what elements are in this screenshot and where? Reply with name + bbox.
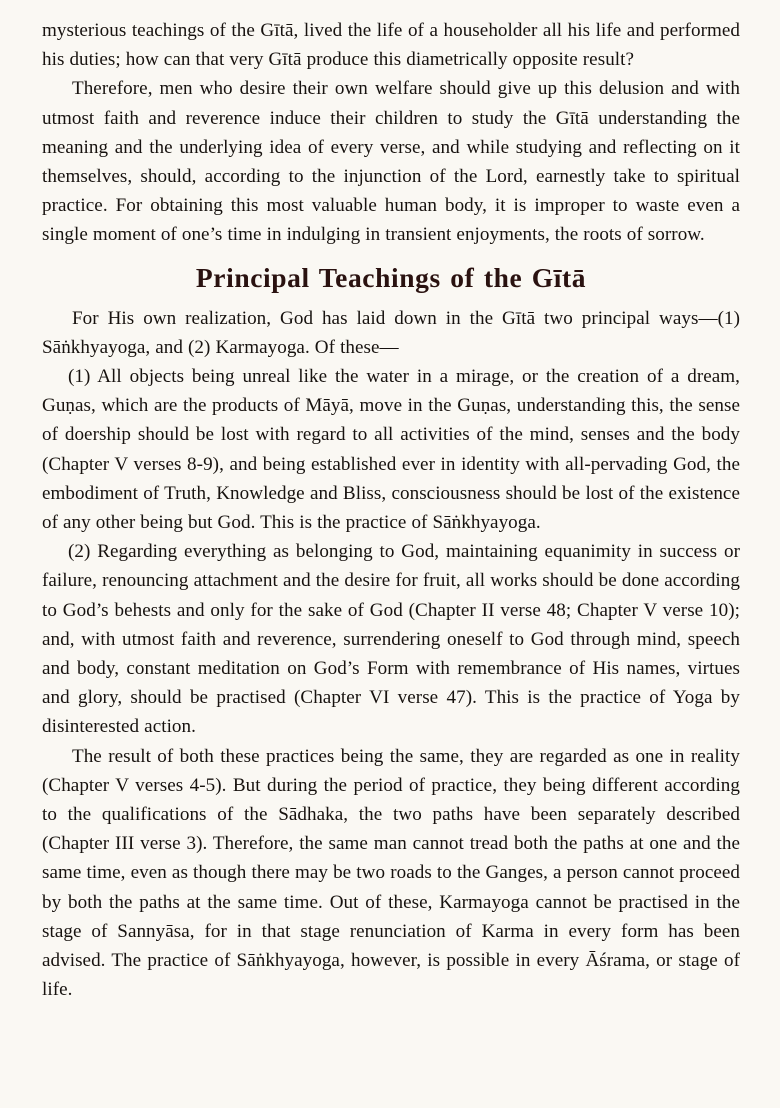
paragraph-result-of-both-practices: The result of both these practices being the same, they are regarded as one in reality (Chapter V verses 4-5). But during the period of practice, they being different according to the qualifications of the Sādhaka, the two paths have been separately described (Chapter III verse 3). Therefore, the same man cannot tread both the paths at one and the same time, even as though there may be two roads to the Ganges, a person cannot proceed by both the paths at the same time. Out of these, Karmayoga cannot be practised in the stage of Sannyāsa, for in that stage renunciation of Karma in every form has been advised. The practice of Sāṅkhyayoga, however, is possible in every Āśrama, or stage of life. xyxy=(42,745,740,1001)
section-heading-principal-teachings: Principal Teachings of the Gītā xyxy=(195,261,587,293)
paragraph-for-his-own-realization: For His own realization, God has laid down in the Gītā two principal ways—(1) Sāṅkhyayoga, and (2) Karmayoga. Of these— xyxy=(42,307,740,358)
paragraph-item-1-sankhyayoga: (1) All objects being unreal like the water in a mirage, or the creation of a dream, Guṇas, which are the products of Māyā, move in the Guṇas, understanding this, the sense of doership should be lost with regard to all activities of the mind, senses and the body (Chapter V verses 8-9), and being established ever in identity with all-pervading God, the embodiment of Truth, Knowledge and Bliss, consciousness should be lost of the existence of any other being but God. This is the practice of Sāṅkhyayoga. xyxy=(42,366,740,534)
paragraph-therefore-men-who-desire: Therefore, men who desire their own welfare should give up this delusion and with utmost faith and reverence induce their children to study the Gītā understanding the meaning and the underlying idea of every verse, and while studying and reflecting on it themselves, should, according to the injunction of the Lord, earnestly take to spiritual practice. For obtaining this most valuable human body, it is improper to waste even a single moment of one’s time in indulging in transient enjoyments, the roots of sorrow. xyxy=(42,78,740,246)
page-text-block xyxy=(42,16,740,1005)
paragraph-item-2-karmayoga: (2) Regarding everything as belonging to God, maintaining equanimity in success or failure, renouncing attachment and the desire for fruit, all works should be done according to God’s behests and only for the sake of God (Chapter II verse 48; Chapter V verse 10); and, with utmost faith and reverence, surrendering oneself to God through mind, speech and body, constant meditation on God’s Form with remembrance of His names, virtues and glory, should be practised (Chapter VI verse 47). This is the practice of Yoga by disinterested action. xyxy=(42,541,740,738)
paragraph-continuation-mysterious-teachings: mysterious teachings of the Gītā, lived the life of a householder all his life and performed his duties; how can that very Gītā produce this diametrically opposite result? xyxy=(42,20,740,71)
